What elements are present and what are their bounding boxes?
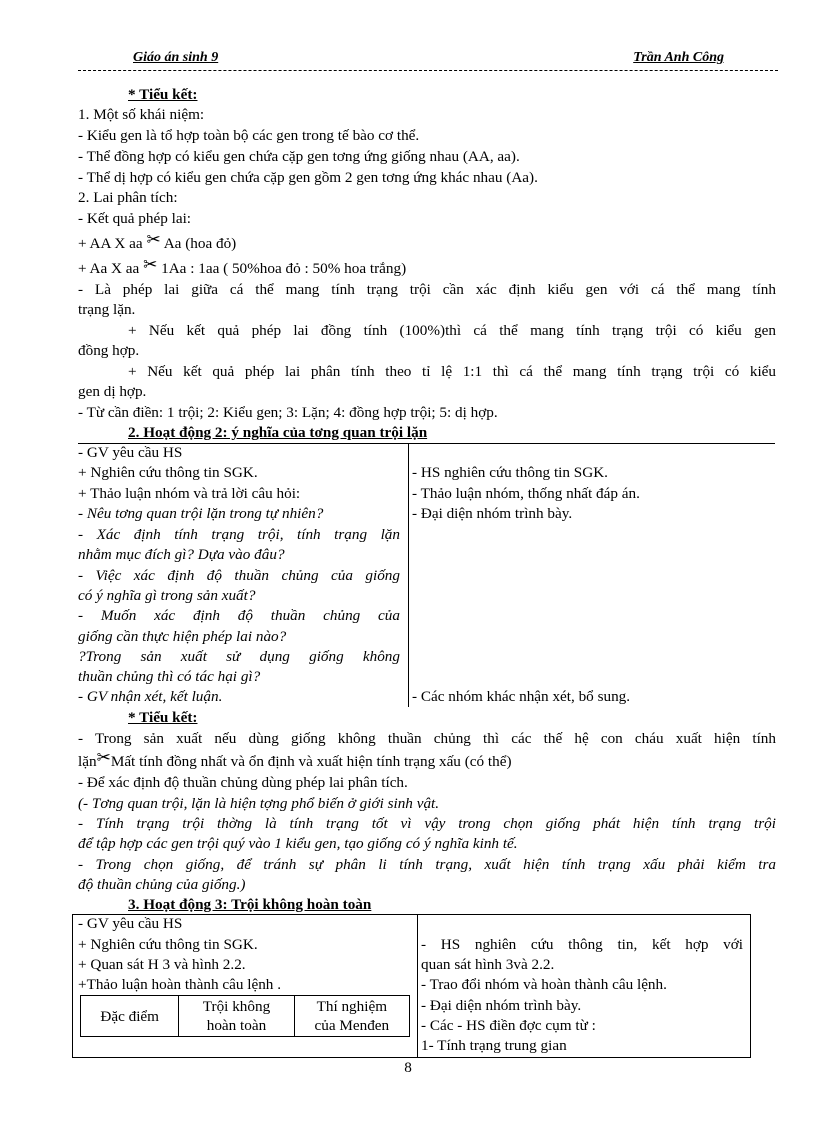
activity2-conclusion: - GV nhận xét, kết luận. bbox=[78, 688, 223, 705]
cross-aa-aa-2 bbox=[78, 255, 407, 279]
col-incomplete-dominance-l2: hoàn toàn bbox=[206, 1017, 267, 1034]
summary2-consequence: Mất tính đồng nhất và ổn định và xuất hiện tính trạng xấu (có thể) bbox=[110, 753, 512, 770]
summary1-line: 1. Một số khái niệm: bbox=[78, 106, 205, 123]
activity3-student-line: quan sát hình 3và 2.2. bbox=[421, 956, 555, 973]
page-number: 8 bbox=[404, 1059, 412, 1076]
col-incomplete-dominance bbox=[179, 996, 294, 1037]
activity3-teacher-line: +Thảo luận hoàn thành câu lệnh . bbox=[78, 976, 281, 993]
col-incomplete-dominance-l1: Trội không bbox=[202, 998, 271, 1015]
cross1-parents: + AA X aa bbox=[78, 235, 143, 252]
activity2-question: - Nêu tơng quan trội lặn trong tự nhiên? bbox=[78, 505, 324, 522]
activity3-heading: 3. Hoạt động 3: Trội không hoàn toàn bbox=[128, 896, 372, 913]
page-header bbox=[78, 50, 778, 71]
activity3-student-line: 1- Tính trạng trung gian bbox=[421, 1037, 567, 1054]
activity3-teacher-line: - GV yêu cầu HS bbox=[78, 915, 183, 932]
table3-column-divider bbox=[417, 914, 418, 1058]
header-subject: Giáo án sinh 9 bbox=[133, 50, 219, 65]
test-cross-definition: - Là phép lai giữa cá thể mang tính trạng trội cần xác định kiểu gen với cá thể mang tính bbox=[78, 281, 776, 298]
activity2-question: - Việc xác định độ thuần chủng của giống bbox=[78, 567, 400, 584]
col-mendel-experiment-l2: của Menđen bbox=[314, 1017, 390, 1034]
summary1-line: - Thể đồng hợp có kiểu gen chứa cặp gen tơng ứng giống nhau (AA, aa). bbox=[78, 148, 520, 165]
heterozygous-case-cont: gen dị hợp. bbox=[78, 383, 147, 400]
summary1-line: 2. Lai phân tích: bbox=[78, 189, 178, 206]
activity3-teacher-line: + Quan sát H 3 và hình 2.2. bbox=[78, 956, 246, 973]
activity2-question: ?Trong sản xuất sử dụng giống không bbox=[78, 648, 400, 665]
cross1-result: Aa (hoa đỏ) bbox=[163, 235, 237, 252]
fill-in-answers: - Từ cần điền: 1 trội; 2: Kiểu gen; 3: Lặn; 4: đồng hợp trội; 5: dị hợp. bbox=[78, 404, 498, 421]
summary2-line: - Để xác định độ thuần chủng dùng phép lai phân tích. bbox=[78, 774, 408, 791]
cross2-result: 1Aa : 1aa ( 50%hoa đỏ : 50% hoa trắng) bbox=[161, 260, 407, 277]
homozygous-case: + Nếu kết quả phép lai đồng tính (100%)thì cá thể mang tính trạng trội có kiểu gen bbox=[128, 322, 776, 339]
activity2-student-line: - Đại diện nhóm trình bày. bbox=[412, 505, 573, 522]
scissors-icon: ✂ bbox=[146, 230, 161, 249]
summary2-note: - Tính trạng trội thờng là tính trạng tốt vì vậy trong chọn giống phát hiện tính trạng trội bbox=[78, 815, 776, 832]
activity2-question: - Muốn xác định độ thuần chủng của bbox=[78, 607, 400, 624]
summary2-heading: * Tiểu kết: bbox=[128, 709, 198, 726]
activity3-student-line: - Các - HS điền đợc cụm từ : bbox=[421, 1017, 596, 1034]
cross-aa-aa bbox=[78, 230, 237, 254]
scissors-icon: ✂ bbox=[143, 255, 158, 274]
activity2-student-line: - Các nhóm khác nhận xét, bổ sung. bbox=[412, 688, 631, 705]
activity2-teacher-line: + Thảo luận nhóm và trả lời câu hỏi: bbox=[78, 485, 301, 502]
test-cross-definition-cont: trạng lặn. bbox=[78, 301, 136, 318]
activity2-question: thuần chủng thì có tác hại gì? bbox=[78, 668, 261, 685]
activity2-teacher-line: - GV yêu cầu HS bbox=[78, 444, 183, 461]
activity2-teacher-line: + Nghiên cứu thông tin SGK. bbox=[78, 464, 258, 481]
table3-left-border bbox=[72, 914, 73, 1058]
summary2-note: độ thuần chủng của giống.) bbox=[78, 876, 246, 893]
activity3-student-line: - Đại diện nhóm trình bày. bbox=[421, 997, 582, 1014]
table-top-border bbox=[78, 443, 775, 444]
activity2-question: có ý nghĩa gì trong sản xuất? bbox=[78, 587, 256, 604]
col-mendel-experiment-l1: Thí nghiệm bbox=[316, 998, 388, 1015]
col-mendel-experiment bbox=[294, 996, 409, 1037]
table3-right-border bbox=[750, 914, 751, 1058]
activity3-teacher-line: + Nghiên cứu thông tin SGK. bbox=[78, 936, 258, 953]
activity3-student-line: - HS nghiên cứu thông tin, kết hợp với bbox=[421, 936, 743, 953]
col-characteristic: Đặc điểm bbox=[81, 996, 179, 1037]
homozygous-case-cont: đồng hợp. bbox=[78, 342, 140, 359]
comparison-table bbox=[80, 995, 410, 1037]
summary2-line bbox=[78, 748, 512, 772]
table-column-divider bbox=[408, 443, 409, 707]
activity2-question: giống cần thực hiện phép lai nào? bbox=[78, 628, 287, 645]
summary2-lan: lặn bbox=[78, 753, 97, 770]
header-author: Trần Anh Công bbox=[633, 50, 724, 65]
scissors-icon: ✂ bbox=[96, 748, 111, 767]
summary1-line: - Kết quả phép lai: bbox=[78, 210, 192, 227]
summary1-line: - Thể dị hợp có kiểu gen chứa cặp gen gồm 2 gen tơng ứng khác nhau (Aa). bbox=[78, 169, 538, 186]
activity2-student-line: - Thảo luận nhóm, thống nhất đáp án. bbox=[412, 485, 640, 502]
activity2-question: nhằm mục đích gì? Dựa vào đâu? bbox=[78, 546, 285, 563]
heterozygous-case: + Nếu kết quả phép lai phân tính theo tỉ lệ 1:1 thì cá thể mang tính trạng trội có kiểu bbox=[128, 363, 776, 380]
summary1-line: - Kiểu gen là tổ hợp toàn bộ các gen trong tế bào cơ thể. bbox=[78, 127, 420, 144]
activity2-student-line: - HS nghiên cứu thông tin SGK. bbox=[412, 464, 608, 481]
summary2-note: - Trong chọn giống, để tránh sự phân li tính trạng, xuất hiện tính trạng xấu phải kiểm tra bbox=[78, 856, 776, 873]
summary2-note: để tập hợp các gen trội quý vào 1 kiểu gen, tạo giống có ý nghĩa kinh tế. bbox=[78, 835, 518, 852]
cross2-parents: + Aa X aa bbox=[78, 260, 140, 277]
summary2-note: (- Tơng quan trội, lặn là hiện tợng phổ biến ở giới sinh vật. bbox=[78, 795, 440, 812]
summary1-heading: * Tiểu kết: bbox=[128, 86, 198, 103]
activity2-heading: 2. Hoạt động 2: ý nghĩa của tơng quan trội lặn bbox=[128, 424, 428, 441]
activity2-question: - Xác định tính trạng trội, tính trạng lặn bbox=[78, 526, 400, 543]
activity3-student-line: - Trao đổi nhóm và hoàn thành câu lệnh. bbox=[421, 976, 667, 993]
summary2-line: - Trong sản xuất nếu dùng giống không thuần chủng thì các thế hệ con cháu xuất hiện tính bbox=[78, 730, 776, 747]
table3-bottom-border bbox=[72, 1057, 751, 1058]
